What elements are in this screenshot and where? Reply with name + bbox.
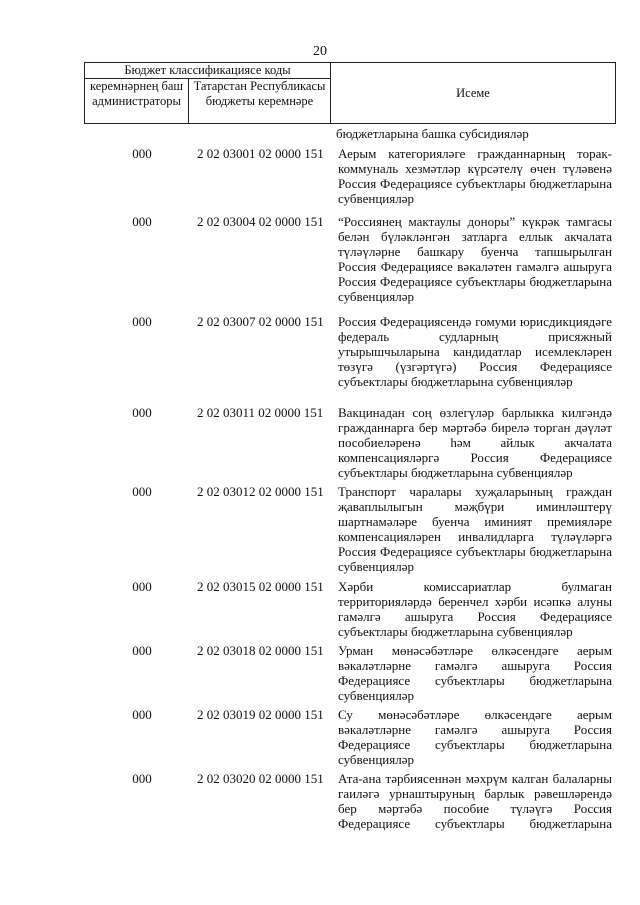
row-name: Хәрби комиссариатлар булмаган территорияләрдә беренчел хәрби исәпкә алуны гамәлгә ашыруга Россия Федерациясе субъектлары бюджетларына субвенцияләр [338, 579, 612, 639]
page-number: 20 [313, 44, 327, 59]
continuation-text: бюджетларына башка субсидияләр [336, 126, 529, 141]
row-admin-code: 000 [132, 579, 152, 594]
header-chief-administrator: керемнәрнең баш администраторы [85, 79, 189, 124]
header-name-column [331, 63, 615, 123]
row-admin-code: 000 [132, 707, 152, 722]
row-admin-code: 000 [132, 405, 152, 420]
row-revenue-code: 2 02 03007 02 0000 151 [197, 314, 324, 329]
header-republic-budget-revenues: Татарстан Республикасы бюджеты керемнәре [189, 79, 331, 124]
row-revenue-code: 2 02 03020 02 0000 151 [197, 771, 324, 786]
row-revenue-code: 2 02 03001 02 0000 151 [197, 146, 324, 161]
row-name: Вакцинадан соң өзлегүләр барлыкка килгәндә гражданнарга бер мәртәбә бирелә торган дәүләт пособиеләренә һәм айлык акчалата компенсацияләргә Россия Федерациясе субъектлары бюджетларына субвенцияләр [338, 405, 612, 480]
row-name: “Россиянең мактаулы доноры” күкрәк тамгасы белән бүләкләнгән затларга еллык акчалата түләүләрне башкару буенча тапшырылган Россия Федерациясе вәкаләтен гамәлгә ашыруга Россия Федерациясе субъектлары бюджетларына субвенцияләр [338, 214, 612, 304]
row-name: Су мөнәсәбәтләре өлкәсендәге аерым вәкаләтләрне гамәлгә ашыруга Россия Федерациясе субъектлары бюджетларына субвенцияләр [338, 707, 612, 767]
row-revenue-code: 2 02 03018 02 0000 151 [197, 643, 324, 658]
row-admin-code: 000 [132, 771, 152, 786]
row-revenue-code: 2 02 03012 02 0000 151 [197, 484, 324, 499]
row-admin-code: 000 [132, 146, 152, 161]
row-revenue-code: 2 02 03015 02 0000 151 [197, 579, 324, 594]
row-name: Ата-ана тәрбиясеннән мәхрүм калган балаларны гаиләгә урнаштыруның барлык рәвешләрендә бер мәртәбә пособие түләүгә Россия Федерациясе субъектлары бюджетларына [338, 771, 612, 831]
row-admin-code: 000 [132, 643, 152, 658]
row-name: Транспорт чаралары хуҗаларының граждан җаваплылыгын мәҗбүри иминләштерү шартнамәләре буенча иминият премияләре компенсацияләрен инвалидларга түләүләргә Россия Федерациясе субъектлары бюджетларына субвенцияләр [338, 484, 612, 574]
row-name: Россия Федерациясендә гомуми юрисдикциядәге федераль судларның присяжный утырышчыларына кандидатлар исемлекләрен төзүгә (үзгәртүгә) Россия Федерациясе субъектлары бюджетларына субвенцияләр [338, 314, 612, 389]
row-name: Урман мөнәсәбәтләре өлкәсендәге аерым вәкаләтләрне гамәлгә ашыруга Россия Федерациясе субъектлары бюджетларына субвенцияләр [338, 643, 612, 703]
table-header [84, 62, 616, 124]
row-revenue-code: 2 02 03019 02 0000 151 [197, 707, 324, 722]
row-admin-code: 000 [132, 314, 152, 329]
header-name-label: Исеме [456, 85, 490, 100]
row-revenue-code: 2 02 03004 02 0000 151 [197, 214, 324, 229]
row-admin-code: 000 [132, 484, 152, 499]
row-revenue-code: 2 02 03011 02 0000 151 [197, 405, 324, 420]
header-budget-classification-code: Бюджет классификациясе коды [85, 63, 331, 79]
row-admin-code: 000 [132, 214, 152, 229]
row-name: Аерым категорияләге гражданнарның торак-коммуналь хезмәтләр күрсәтелү өчен түләвенә Россия Федерациясе субъектлары бюджетларына субвенцияләр [338, 146, 612, 206]
